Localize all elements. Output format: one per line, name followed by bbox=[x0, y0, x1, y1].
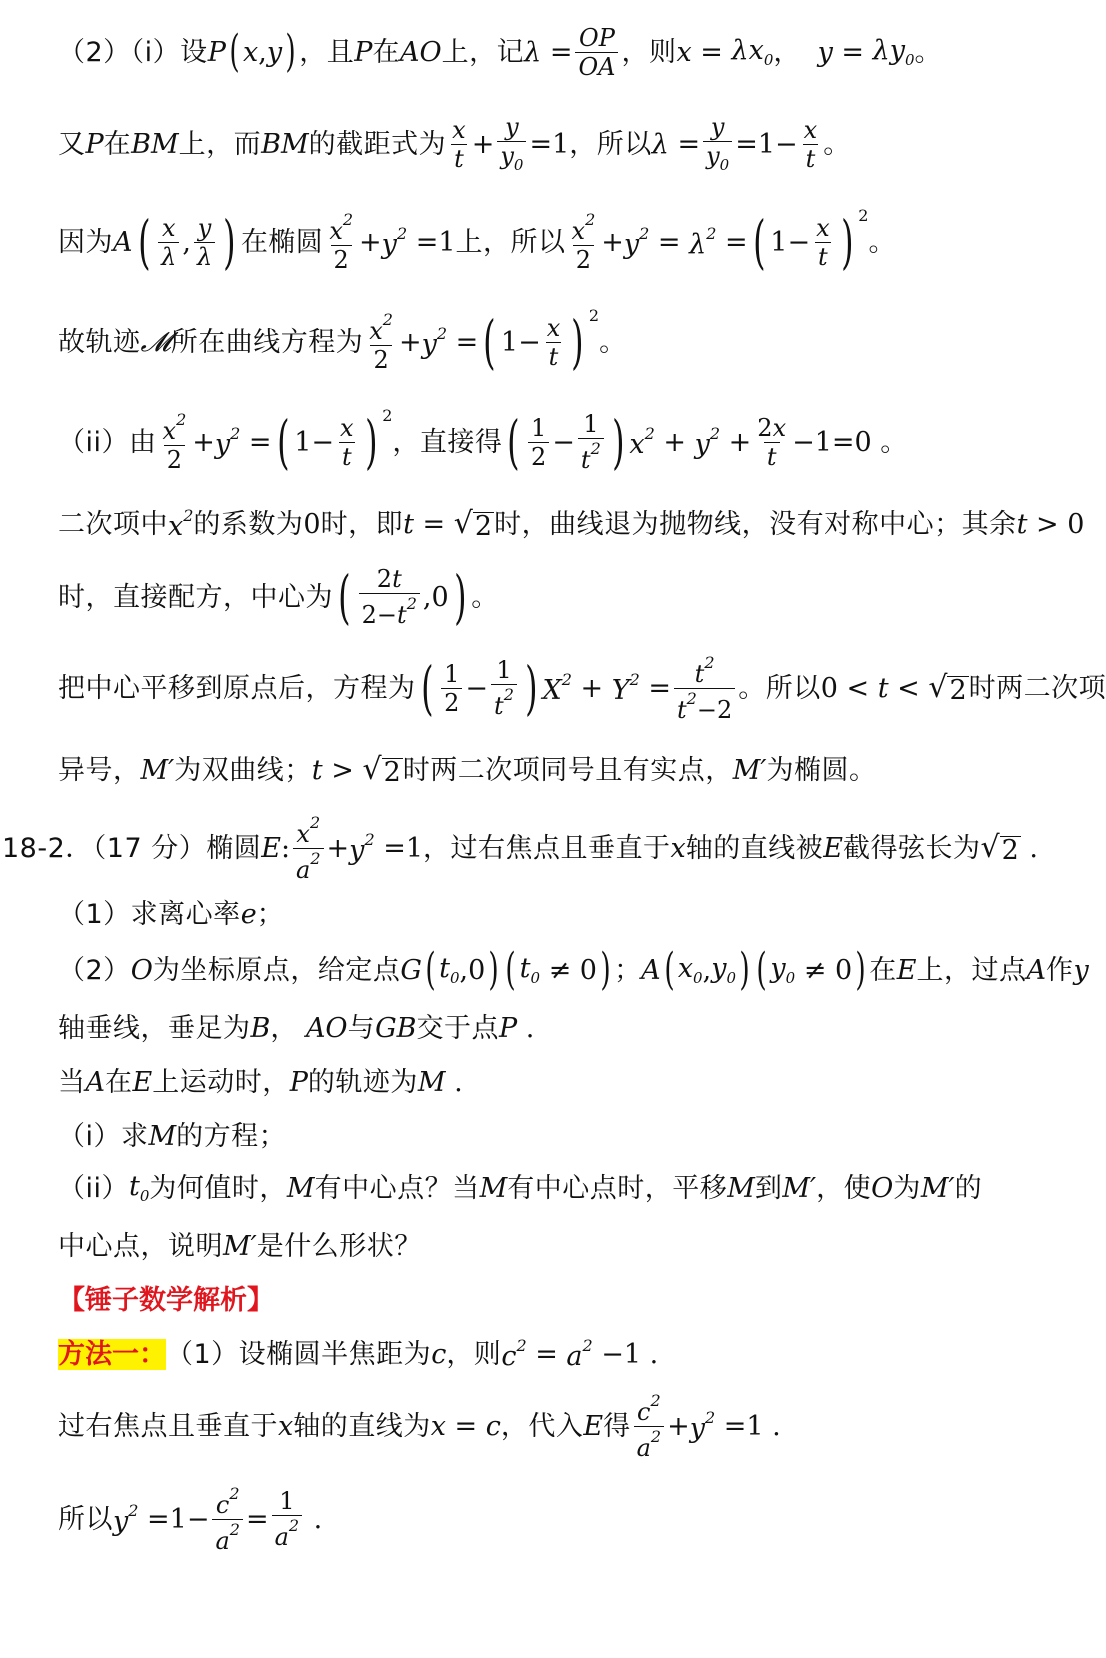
method-one-highlight: 方法一： bbox=[58, 1338, 166, 1370]
line-8: 把中心平移到原点后，方程为 ( $\frac{1}{2}$ − $\frac{1}{t^2}$ ) $X^2$ + $Y^2$ = $\frac{t^2}{t^2-2}$ 。所以 0 < t < √ 2 时两二次项 bbox=[58, 652, 1106, 724]
line-20: 过右焦点且垂直于 x 轴的直线为 x = c ，代入 E 得 $\frac{c^2}{a^2}$ + $y^2$ =1 . bbox=[58, 1390, 781, 1462]
line-11: （1）求离心率 e ； bbox=[58, 898, 284, 930]
line-3: 因为 A ( $\frac{x}{\lambda}$ , $\frac{y}{\lambda}$ ) 在椭圆 $\frac{x^2}{2}$ + $y^2$ =1 上，所以 $\frac{x^2}{2}$ + $y^2$ = $\lambda^2$ = ( 1− $\frac{x}{t}$ ) 2 。 bbox=[58, 206, 896, 276]
line-21: 所以 $y^2$ =1− $\frac{c^2}{a^2}$ = $\frac{1}{a^2}$ . bbox=[58, 1483, 323, 1555]
line-19-method-one: 方法一： （1）设椭圆半焦距为 c ，则 $c^2$ = $a^2$ −1 . bbox=[58, 1336, 659, 1372]
analysis-heading: 【锤子数学解析】 bbox=[58, 1284, 274, 1316]
line-12: （2） O 为坐标原点，给定点 G ( $t_0$ ,0 ) ( $t_0$ ≠ 0 ) ； A ( $x_0$ , $y_0$ ) ( $y_0$ ≠ 0 ) 在 E 上，过点 A 作 y bbox=[58, 944, 1089, 996]
line-17: 中心点，说明 M′ 是什么形状？ bbox=[58, 1230, 422, 1262]
line-10-problem-18-2: 18-2．（17 分）椭圆 E : $\frac{x^2}{a^2}$ + $y^2$ =1 ，过右焦点且垂直于 x 轴的直线被 E 截得弦长为 √ 2 . bbox=[2, 812, 1038, 884]
line-13: 轴垂线，垂足为 B ， AO 与 GB 交于点 P . bbox=[58, 1012, 535, 1044]
line-4: 故轨迹 𝓜 所在曲线方程为 $\frac{x^2}{2}$ + $y^2$ = ( 1− $\frac{x}{t}$ ) 2 。 bbox=[58, 306, 627, 376]
line-15: （i）求 M 的方程； bbox=[58, 1120, 287, 1152]
line-6: 二次项中 $x^2$ 的系数为 0 时，即 t = √ 2 时，曲线退为抛物线，没有对称中心；其余 t > 0 bbox=[58, 505, 1085, 542]
line-7: 时，直接配方，中心为 ( $\frac{2t}{2-t^2}$ ,0 ) 。 bbox=[58, 562, 499, 631]
line-16: （ii） $t_0$ 为何值时， M 有中心点？当 M 有中心点时，平移 M 到 M′ ，使 O 为 M′ 的 bbox=[58, 1170, 983, 1205]
line-5: （ii）由 $\frac{x^2}{2}$ + $y^2$ = ( 1− $\frac{x}{t}$ ) 2 ，直接得 ( $\frac{1}{2}$ − $\frac{1}{t^2}$ ) $x^2$ + $y^2$ + $\frac{2x}{t}$ −1=0 。 bbox=[58, 406, 908, 476]
line-14: 当 A 在 E 上运动时， P 的轨迹为 M . bbox=[58, 1066, 463, 1098]
line-2: 又 P 在 BM 上，而 BM 的截距式为 $\frac{x}{t}$ + $\frac{y}{y_0}$ =1 ，所以 λ = $\frac{y}{y_0}$ =1− $\frac{x}{t}$ 。 bbox=[58, 113, 851, 174]
line-9: 异号， M′ 为双曲线； t > √ 2 时两二次项同号且有实点， M′ 为椭圆。 bbox=[58, 751, 877, 788]
line-1: （2）（i）设 P ( x , y ) ，且 P 在 AO 上，记 λ = $\frac{OP}{OA}$ ，则 x = $\lambda x_0$ ， y = $\lambda y_0$ 。 bbox=[58, 23, 942, 81]
